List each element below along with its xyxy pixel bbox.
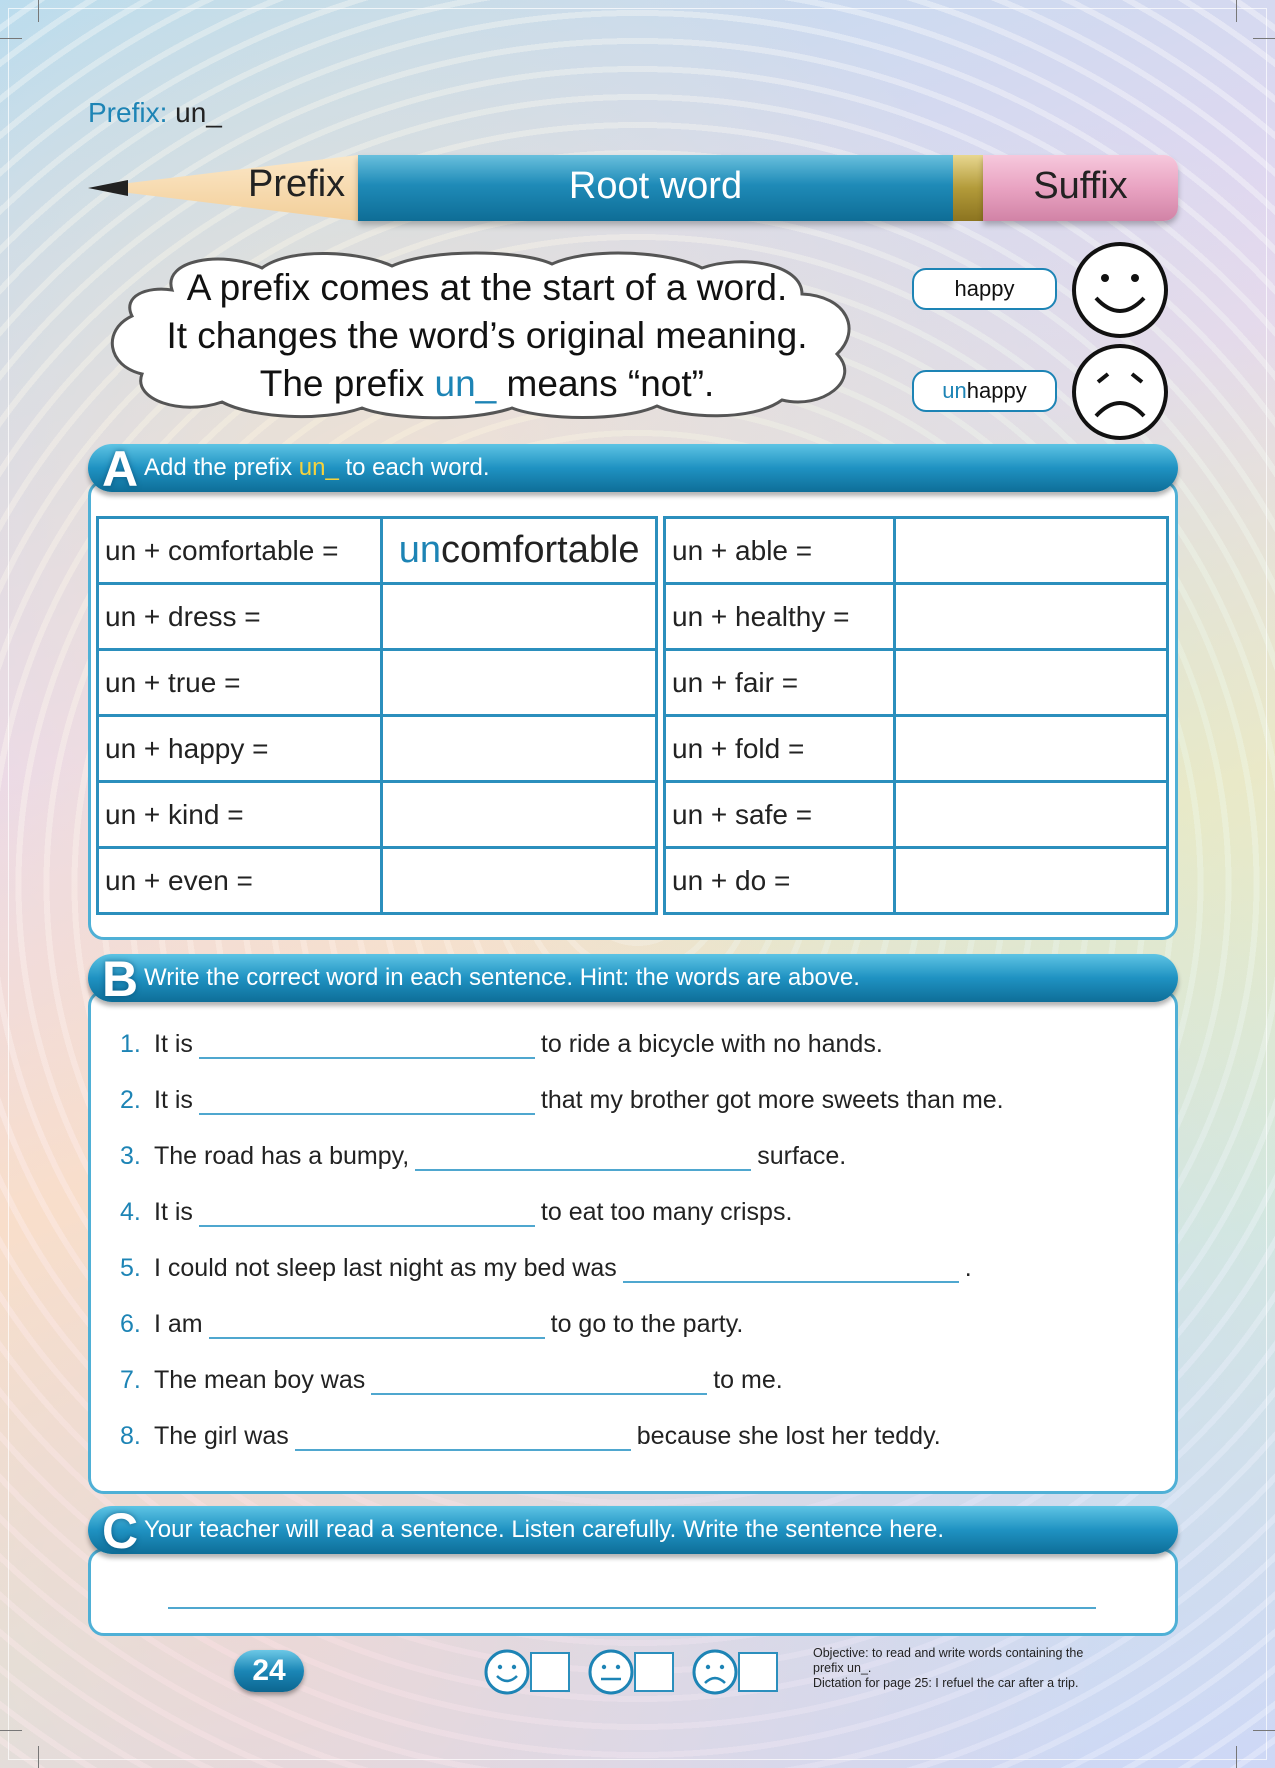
word-expression: un + true =: [98, 650, 382, 716]
dictation-writing-line[interactable]: [168, 1607, 1096, 1609]
sentence-before: I am: [154, 1310, 203, 1338]
rating-neutral-icon[interactable]: [587, 1648, 635, 1696]
sentence-item: [120, 1142, 846, 1171]
sentence-number: 3.: [120, 1142, 141, 1170]
answer-root: comfortable: [441, 529, 640, 571]
unhappy-root: happy: [966, 378, 1027, 403]
answer-blank[interactable]: [199, 1089, 535, 1115]
section-a-instruction-pre: Add the prefix: [144, 454, 299, 481]
section-c-header: [88, 1503, 1178, 1559]
table-row: [98, 518, 657, 584]
answer-blank[interactable]: [199, 1201, 535, 1227]
table-row: [98, 584, 657, 650]
sentence-before: The girl was: [154, 1422, 289, 1450]
sentence-after: to go to the party.: [550, 1310, 744, 1338]
section-c-panel: [88, 1548, 1178, 1636]
answer-cell[interactable]: [894, 518, 1167, 584]
sentence-after: to me.: [713, 1366, 783, 1394]
pencil-band: [953, 155, 983, 221]
happy-face-icon: [1070, 240, 1170, 340]
word-expression: un + fold =: [665, 716, 895, 782]
pencil-body: [358, 155, 953, 221]
cloud-line-3-post: means “not”.: [496, 363, 715, 404]
section-b-header: [88, 951, 1178, 1007]
sentence-number: 4.: [120, 1198, 141, 1226]
explanation-cloud: [102, 250, 872, 420]
objective-line-1: Objective: to read and write words containing the: [813, 1646, 1084, 1660]
answer-blank[interactable]: [295, 1425, 631, 1451]
sentence-number: 1.: [120, 1030, 141, 1058]
pencil-lead: [88, 180, 128, 196]
table-row: [98, 650, 657, 716]
section-c-instruction: Your teacher will read a sentence. Listen carefully. Write the sentence here.: [144, 1516, 945, 1543]
sentence-item: [120, 1254, 972, 1283]
crop-mark: [1253, 38, 1275, 39]
section-c-letter: C: [101, 1503, 139, 1559]
answer-cell[interactable]: [382, 650, 657, 716]
sentence-item: [120, 1366, 783, 1395]
answer-cell[interactable]: [894, 584, 1167, 650]
happy-word: happy: [954, 276, 1015, 301]
section-a-prefix: un_: [298, 454, 339, 481]
table-row: [665, 848, 1168, 914]
objective-note: [813, 1646, 1143, 1691]
crop-mark: [38, 0, 39, 22]
sentence-item: [120, 1310, 743, 1339]
cloud-line-3-pre: The prefix: [259, 363, 435, 404]
cloud-line-2: It changes the word’s original meaning.: [166, 315, 808, 356]
sentence-number: 2.: [120, 1086, 141, 1114]
answer-blank[interactable]: [623, 1257, 959, 1283]
section-b-panel: [88, 990, 1178, 1494]
sentence-after: to ride a bicycle with no hands.: [540, 1030, 883, 1058]
page-number: 24: [234, 1650, 304, 1692]
sentence-item: [120, 1198, 792, 1227]
happy-word-pill: [912, 268, 1057, 310]
word-expression: un + safe =: [665, 782, 895, 848]
word-expression: un + even =: [98, 848, 382, 914]
answer-cell[interactable]: [894, 848, 1167, 914]
answer-cell[interactable]: [382, 584, 657, 650]
section-b-letter: B: [101, 951, 139, 1007]
answer-prefix: un: [398, 529, 441, 571]
word-expression: un + kind =: [98, 782, 382, 848]
answer-cell[interactable]: [382, 518, 657, 584]
sentence-before: It is: [154, 1086, 193, 1114]
word-expression: un + happy =: [98, 716, 382, 782]
word-expression: un + do =: [665, 848, 895, 914]
table-row: [665, 650, 1168, 716]
crop-mark: [38, 1746, 39, 1768]
page-title: [88, 97, 222, 129]
sad-face-icon: [1070, 342, 1170, 442]
answer-cell[interactable]: [382, 782, 657, 848]
dictation-note: Dictation for page 25: I refuel the car after a trip.: [813, 1676, 1079, 1690]
objective-line-2: prefix un_.: [813, 1661, 872, 1675]
rating-happy-icon[interactable]: [483, 1648, 531, 1696]
sentence-item: [120, 1086, 1004, 1115]
word-expression: un + fair =: [665, 650, 895, 716]
sentence-item: [120, 1030, 883, 1059]
sentence-after: because she lost her teddy.: [636, 1422, 941, 1450]
answer-cell[interactable]: [894, 650, 1167, 716]
crop-mark: [1253, 1730, 1275, 1731]
section-a-letter: A: [101, 441, 139, 497]
word-expression: un + able =: [665, 518, 895, 584]
table-row: [665, 782, 1168, 848]
crop-mark: [0, 38, 22, 39]
word-expression: un + healthy =: [665, 584, 895, 650]
sentence-number: 5.: [120, 1254, 141, 1282]
sentence-after: .: [964, 1254, 972, 1282]
word-expression: un + dress =: [98, 584, 382, 650]
pencil-eraser: [983, 155, 1178, 221]
pencil-banner: [88, 155, 1178, 221]
table-row: [98, 782, 657, 848]
rating-happy-box[interactable]: [530, 1652, 570, 1692]
answer-blank[interactable]: [199, 1033, 535, 1059]
crop-mark: [1236, 1746, 1237, 1768]
sentence-number: 6.: [120, 1310, 141, 1338]
pencil-suffix-label: Suffix: [1033, 165, 1128, 207]
table-row: [98, 848, 657, 914]
title-value: un_: [175, 97, 222, 128]
unhappy-word-pill: [912, 370, 1057, 412]
sentence-item: [120, 1422, 941, 1451]
answer-blank[interactable]: [209, 1313, 545, 1339]
table-row: [665, 518, 1168, 584]
crop-mark: [1236, 0, 1237, 22]
table-row: [665, 716, 1168, 782]
section-a-left-table: [96, 516, 658, 915]
section-a-right-table: [663, 516, 1169, 915]
sentence-before: The mean boy was: [154, 1366, 366, 1394]
cloud-line-3: [102, 360, 872, 408]
sentence-after: surface.: [757, 1142, 847, 1170]
section-b-instruction: Write the correct word in each sentence. Hint: the words are above.: [144, 964, 860, 991]
table-row: [665, 584, 1168, 650]
pencil-root-label: Root word: [568, 165, 743, 207]
pencil-prefix-label: Prefix: [248, 163, 346, 205]
sentence-after: to eat too many crisps.: [540, 1198, 793, 1226]
sentence-before: It is: [154, 1030, 193, 1058]
sentence-before: The road has a bumpy,: [154, 1142, 410, 1170]
title-label: Prefix:: [88, 97, 168, 128]
section-a-instruction-post: to each word.: [338, 454, 490, 481]
section-a-header: [88, 441, 1178, 497]
word-expression: un + comfortable =: [98, 518, 382, 584]
cloud-text: [102, 264, 872, 408]
unhappy-prefix: un: [942, 378, 967, 403]
answer-blank[interactable]: [415, 1145, 751, 1171]
answer-cell[interactable]: [894, 716, 1167, 782]
sentence-before: I could not sleep last night as my bed was: [154, 1254, 617, 1282]
crop-mark: [0, 1730, 22, 1731]
answer-cell[interactable]: [382, 848, 657, 914]
rating-neutral-box[interactable]: [634, 1652, 674, 1692]
cloud-line-1: A prefix comes at the start of a word.: [186, 267, 788, 308]
rating-sad-icon[interactable]: [691, 1648, 739, 1696]
answer-blank[interactable]: [371, 1369, 707, 1395]
sentence-number: 7.: [120, 1366, 141, 1394]
table-row: [98, 716, 657, 782]
answer-cell[interactable]: [382, 716, 657, 782]
answer-cell[interactable]: [894, 782, 1167, 848]
sentence-number: 8.: [120, 1422, 141, 1450]
cloud-prefix-highlight: un_: [434, 363, 497, 404]
section-a-instruction: [144, 454, 490, 482]
rating-sad-box[interactable]: [738, 1652, 778, 1692]
sentence-before: It is: [154, 1198, 193, 1226]
sentence-after: that my brother got more sweets than me.: [540, 1086, 1004, 1114]
